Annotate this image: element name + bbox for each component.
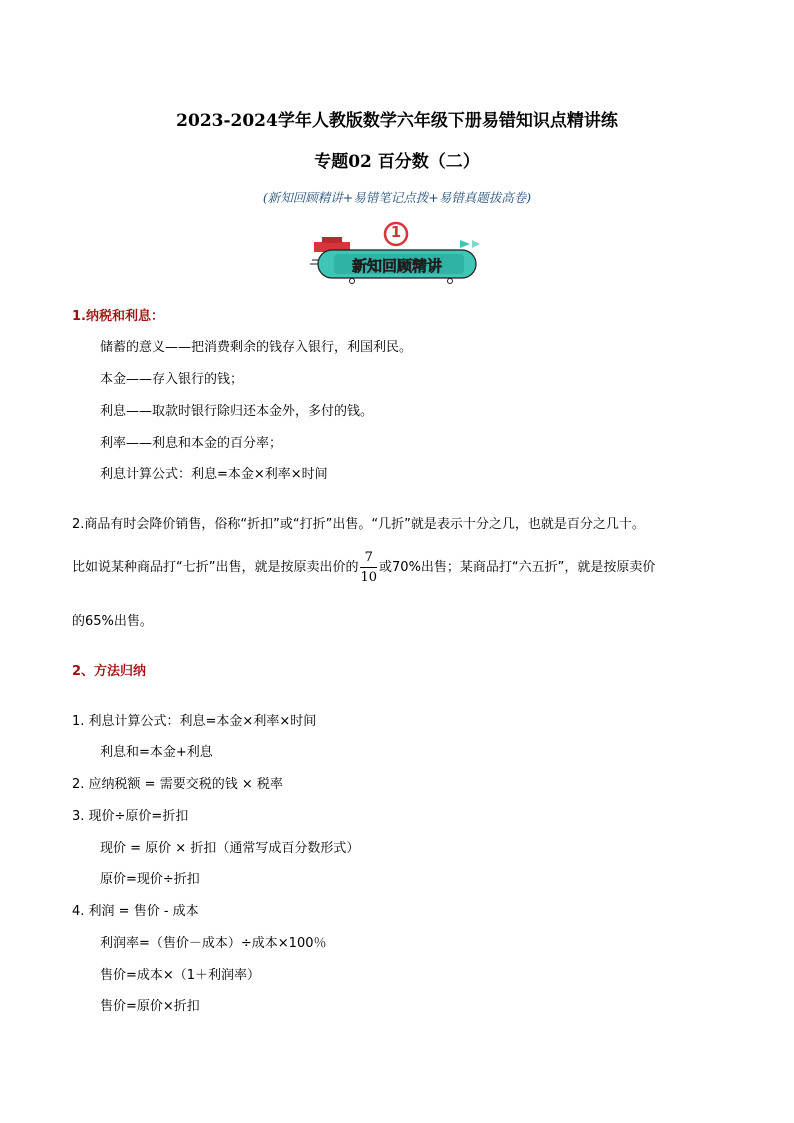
fraction-denominator: 10: [360, 570, 378, 585]
method-line: 售价=成本×（1＋利润率）: [100, 968, 261, 983]
method-line: 2. 应纳税额 = 需要交税的钱 × 税率: [72, 777, 283, 792]
section1-heading: 1.纳税和利息：: [72, 309, 164, 324]
discount-example-text: 比如说某种商品打“七折”出售，就是按原卖出价的: [72, 560, 359, 575]
section1-line: 本金——存入银行的钱；: [100, 372, 244, 387]
fraction-seven-tenths: [360, 551, 377, 584]
method-line: 原价=现价÷折扣: [100, 872, 200, 887]
method-line: 利润率=（售价－成本）÷成本×100％: [100, 936, 327, 951]
document-title: 2023-2024学年人教版数学六年级下册易错知识点精讲练: [176, 111, 618, 131]
discount-example-text-cont: 或70%出售；某商品打“六五折”，就是按原卖价: [379, 560, 656, 575]
section1-line: 利息计算公式：利息=本金×利率×时间: [100, 467, 328, 482]
method-line: 利息和=本金+利息: [100, 745, 213, 760]
document-subtitle: 专题02 百分数（二）: [314, 152, 480, 172]
banner-badge-number: 1: [390, 223, 402, 241]
method-heading: 2、方法归纳: [72, 664, 147, 679]
section1-line: 利率——利息和本金的百分率；: [100, 436, 283, 451]
method-line: 3. 现价÷原价=折扣: [72, 809, 189, 824]
method-line: 售价=原价×折扣: [100, 999, 200, 1014]
method-line: 1. 利息计算公式：利息=本金×利率×时间: [72, 714, 317, 729]
section1-line: 利息——取款时银行除归还本金外，多付的钱。: [100, 404, 374, 419]
banner-label: 新知回顾精讲: [351, 257, 442, 275]
discount-paragraph-end: 的65%出售。: [72, 614, 153, 629]
method-line: 4. 利润 = 售价 - 成本: [72, 904, 199, 919]
discount-paragraph: 2.商品有时会降价销售，俗称“折扣”或“打折”出售。“几折”就是表示十分之几，也就是百分之几十。: [72, 517, 645, 532]
fraction-numerator: 7: [360, 551, 377, 568]
section1-line: 储蓄的意义——把消费剩余的钱存入银行，利国利民。: [100, 340, 413, 355]
section-banner: [310, 220, 482, 286]
method-line: 现价 = 原价 × 折扣（通常写成百分数形式）: [100, 841, 360, 856]
document-tagline: (新知回顾精讲+易错笔记点拨+易错真题拔高卷): [262, 190, 532, 205]
discount-example: [72, 551, 655, 584]
